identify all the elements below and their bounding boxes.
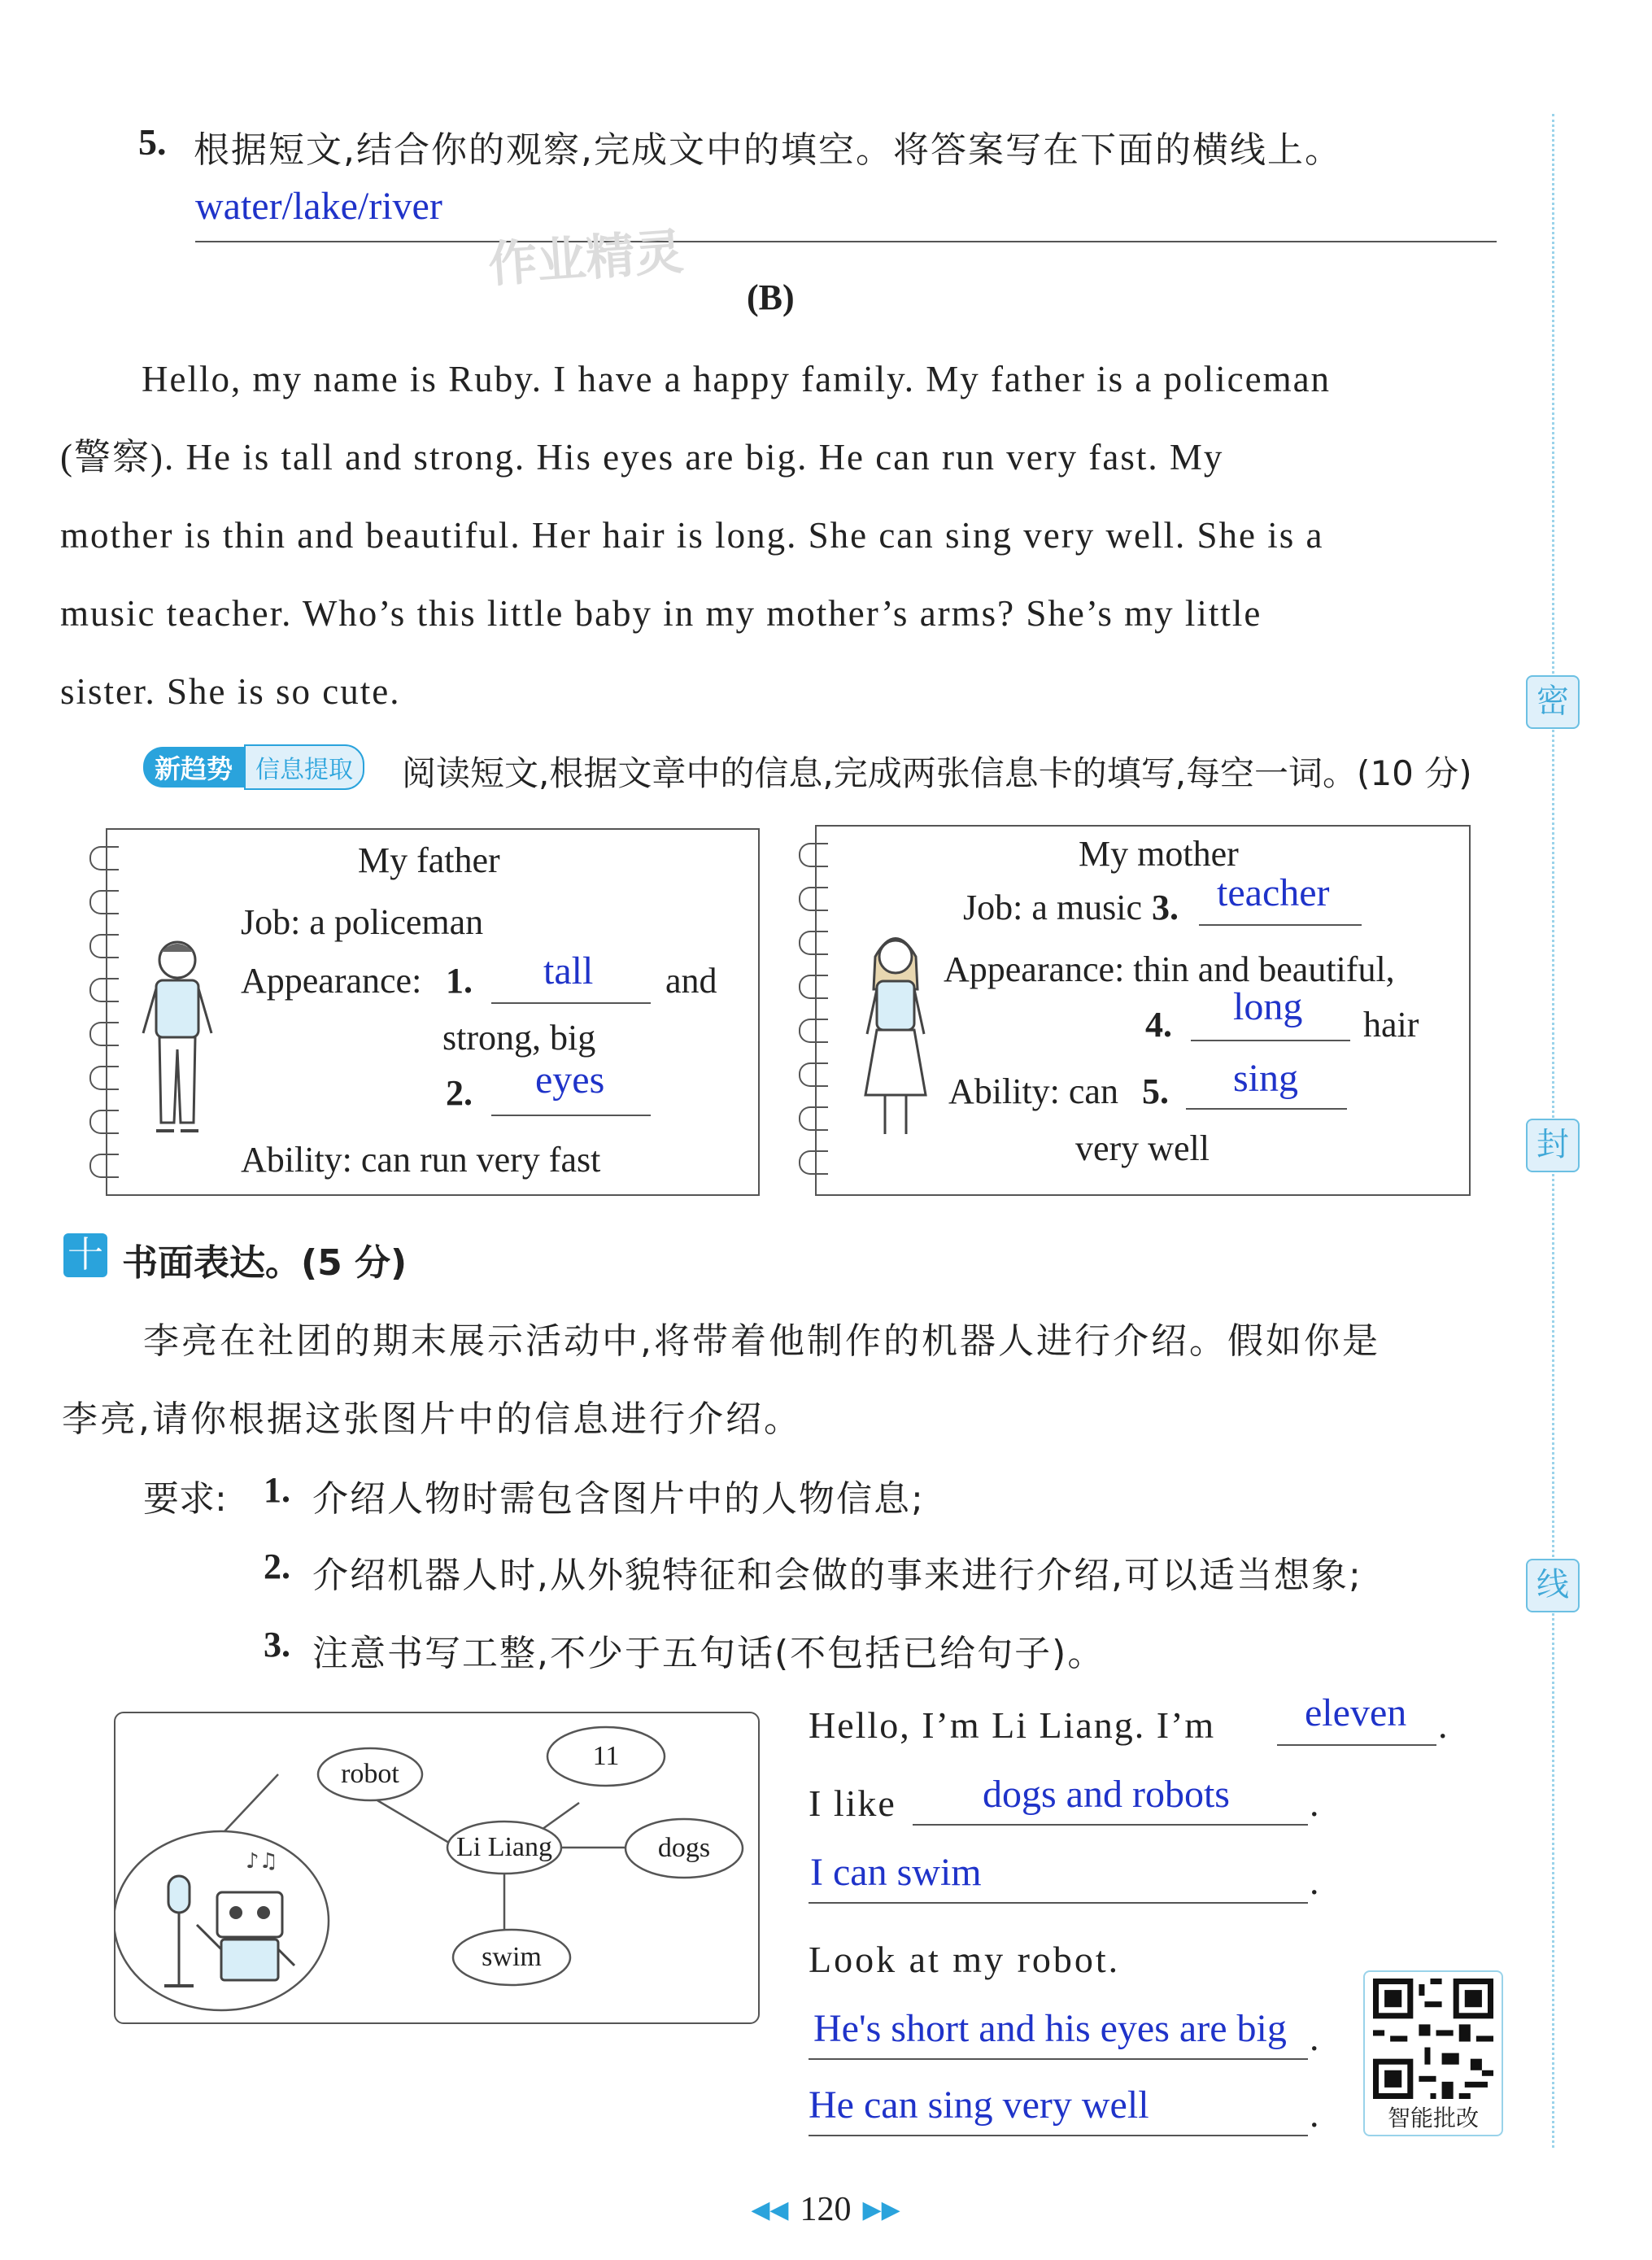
writing-line-2-blank [913, 1824, 1308, 1826]
mindmap-node-robot: robot [341, 1759, 399, 1789]
badge-main: 新趋势 [143, 747, 244, 788]
writing-line-2-period: . [1310, 1782, 1319, 1824]
blank-5-answer: sing [1233, 1057, 1299, 1100]
writing-line-4-blank [809, 2058, 1308, 2060]
writing-line-1-prefix: Hello, I’m Li Liang. I’m [809, 1704, 1216, 1746]
blank-4-number: 4. [1145, 1005, 1172, 1045]
section-ten-intro-2: 李亮,请你根据这张图片中的信息进行介绍。 [62, 1398, 802, 1440]
father-strong-big: strong, big [442, 1018, 596, 1058]
req-1-number: 1. [264, 1470, 290, 1510]
writing-line-3-answer: I can swim [810, 1851, 982, 1894]
mother-card-title: My mother [1079, 834, 1239, 874]
qr-code-icon [1373, 1979, 1493, 2099]
mindmap-box [114, 1712, 760, 2024]
section-ten-title: 书面表达。(5 分) [122, 1242, 408, 1284]
side-tab-line: 线 [1526, 1559, 1580, 1612]
q5-instruction: 根据短文,结合你的观察,完成文中的填空。将答案写在下面的横线上。 [194, 129, 1342, 171]
blank-3-number: 3. [1152, 888, 1179, 927]
q5-number: 5. [138, 121, 167, 163]
mother-appearance: Appearance: thin and beautiful, [944, 949, 1395, 989]
mother-job-prefix: Job: a music [963, 888, 1142, 927]
info-card-mother [815, 825, 1471, 1196]
qr-code-panel[interactable] [1363, 1970, 1503, 2136]
blank-4-line [1191, 1040, 1350, 1041]
blank-1-number: 1. [446, 961, 473, 1001]
singing-robot-icon [148, 1843, 311, 1998]
father-card-title: My father [358, 840, 500, 880]
mindmap-node-center: Li Liang [455, 1832, 553, 1862]
passage-line-2: (警察). He is tall and strong. His eyes are big. He can run very fast. My [60, 437, 1224, 478]
writing-line-4-answer: He's short and his eyes are big [813, 2007, 1287, 2050]
mother-hair: hair [1363, 1005, 1419, 1045]
req-1-text: 介绍人物时需包含图片中的人物信息; [312, 1478, 925, 1520]
writing-look-at-robot: Look at my robot. [809, 1939, 1121, 1980]
writing-line-1-period: . [1438, 1704, 1448, 1746]
mother-very-well: very well [1075, 1128, 1210, 1168]
prev-arrows-icon: ◀◀ [751, 2195, 789, 2224]
next-arrows-icon: ▶▶ [862, 2195, 900, 2224]
info-card-father [106, 828, 760, 1196]
section-ten-intro-1: 李亮在社团的期末展示活动中,将带着他制作的机器人进行介绍。假如你是 [143, 1320, 1380, 1362]
passage-line-4: music teacher. Who’s this little baby in my mother’s arms? She’s my little [60, 593, 1262, 634]
passage-line-1: Hello, my name is Ruby. I have a happy family. My father is a policeman [142, 359, 1332, 399]
req-2-text: 介绍机器人时,从外貌特征和会做的事来进行介绍,可以适当想象; [312, 1555, 1362, 1596]
badge-sub: 信息提取 [244, 744, 364, 790]
svg-text:♪♫: ♪♫ [246, 1849, 278, 1874]
q5-answer-line [195, 241, 1497, 242]
blank-2-line [491, 1115, 651, 1116]
req-2-number: 2. [264, 1547, 290, 1586]
page-number: 120 [800, 2191, 852, 2228]
writing-line-5-period: . [1310, 2093, 1319, 2135]
blank-2-answer: eyes [535, 1058, 605, 1102]
writing-line-4-period: . [1310, 2017, 1319, 2058]
passage-line-5: sister. She is so cute. [60, 671, 401, 712]
father-ability: Ability: can run very fast [241, 1140, 601, 1180]
blank-3-answer: teacher [1217, 871, 1330, 914]
blank-1-line [491, 1002, 651, 1004]
passage-line-3: mother is thin and beautiful. Her hair is long. She can sing very well. She is a [60, 515, 1324, 556]
side-tab-seal: 密 [1526, 675, 1580, 729]
side-tab-envelope: 封 [1526, 1119, 1580, 1172]
writing-line-2-prefix: I like [809, 1782, 896, 1824]
father-and: and [665, 961, 717, 1001]
writing-line-1-answer: eleven [1305, 1691, 1407, 1734]
section-ten-icon: 十 [63, 1233, 107, 1277]
father-appearance-label: Appearance: [241, 961, 422, 1001]
new-trend-badge [143, 747, 364, 788]
blank-5-line [1186, 1108, 1347, 1110]
writing-line-5-answer: He can sing very well [809, 2083, 1149, 2127]
qr-label: 智能批改 [1387, 2105, 1479, 2131]
blank-1-answer: tall [543, 949, 594, 993]
section-b-label: (B) [747, 277, 795, 317]
req-3-number: 3. [264, 1625, 290, 1664]
blank-4-answer: long [1233, 985, 1303, 1028]
watermark: 作业精灵 [486, 223, 686, 294]
blank-2-number: 2. [446, 1073, 473, 1113]
writing-line-1-blank [1277, 1744, 1436, 1746]
mother-ability-prefix: Ability: can [948, 1071, 1118, 1111]
requirements-label: 要求: [143, 1478, 227, 1520]
father-figure-icon [137, 936, 218, 1139]
mother-figure-icon [859, 924, 932, 1144]
q5-answer: water/lake/river [195, 185, 442, 228]
writing-line-2-answer: dogs and robots [983, 1773, 1230, 1816]
writing-line-3-period: . [1310, 1861, 1319, 1902]
mindmap-node-dogs: dogs [657, 1833, 711, 1863]
mindmap-node-swim: swim [482, 1942, 542, 1972]
req-3-text: 注意书写工整,不少于五句话(不包括已给句子)。 [312, 1633, 1105, 1674]
section-b-task: 阅读短文,根据文章中的信息,完成两张信息卡的填写,每空一词。(10 分) [402, 753, 1472, 793]
writing-line-3-blank [809, 1902, 1308, 1904]
mindmap-node-age: 11 [592, 1741, 620, 1771]
page-footer [691, 2190, 960, 2229]
writing-line-5-blank [809, 2135, 1308, 2136]
father-job: Job: a policeman [241, 902, 484, 942]
blank-3-line [1199, 924, 1362, 926]
blank-5-number: 5. [1142, 1071, 1169, 1111]
